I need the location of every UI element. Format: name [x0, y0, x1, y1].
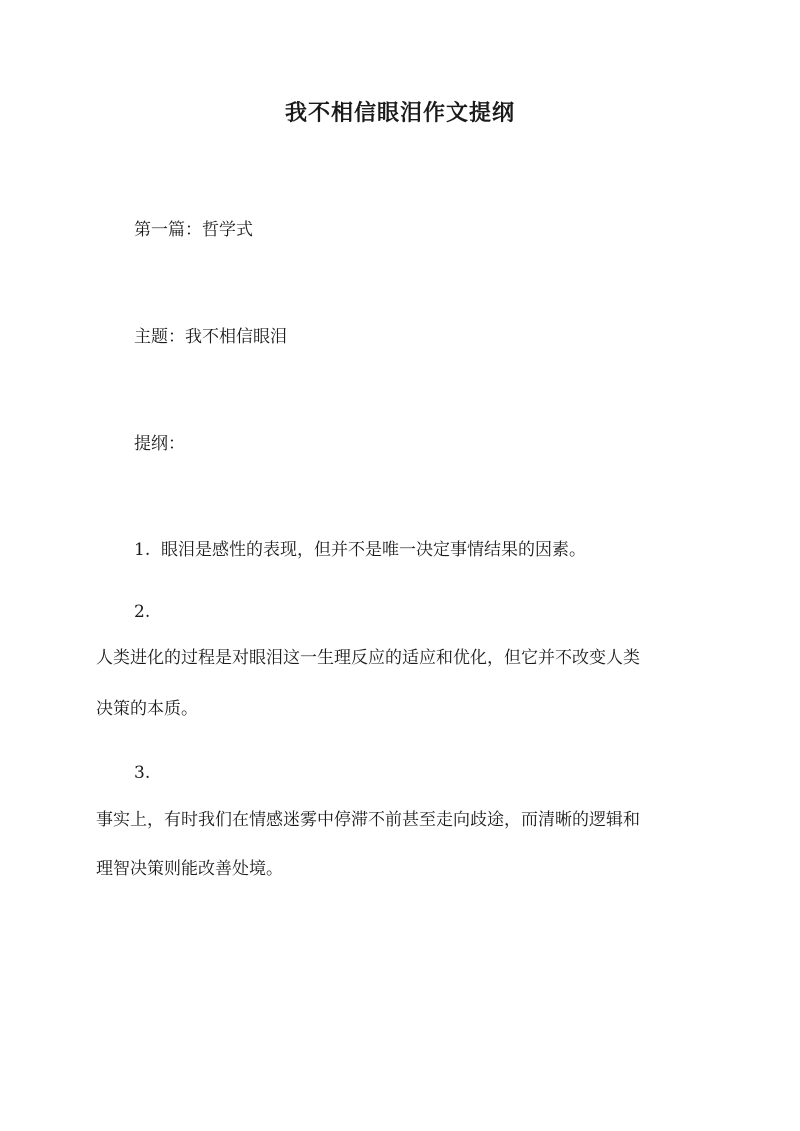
outline-point-2-line-2: 决策的本质。 [96, 699, 198, 719]
outline-point-3-line-2: 理智决策则能改善处境。 [96, 859, 283, 879]
document-title: 我不相信眼泪作文提纲 [284, 100, 515, 126]
point-number: 1. [134, 540, 151, 560]
theme-line: 主题：我不相信眼泪 [134, 327, 287, 347]
point-text: 眼泪是感性的表现，但并不是唯一决定事情结果的因素。 [161, 540, 587, 560]
outline-point-3-number: 3. [134, 763, 151, 783]
outline-point-1 [134, 538, 586, 562]
section-heading: 第一篇：哲学式 [134, 220, 253, 240]
outline-point-2-number: 2. [134, 602, 151, 622]
outline-point-2-line-1: 人类进化的过程是对眼泪这一生理反应的适应和优化，但它并不改变人类 [96, 648, 640, 668]
outline-point-3-line-1: 事实上，有时我们在情感迷雾中停滞不前甚至走向歧途，而清晰的逻辑和 [96, 810, 640, 830]
outline-label: 提纲： [134, 434, 185, 454]
